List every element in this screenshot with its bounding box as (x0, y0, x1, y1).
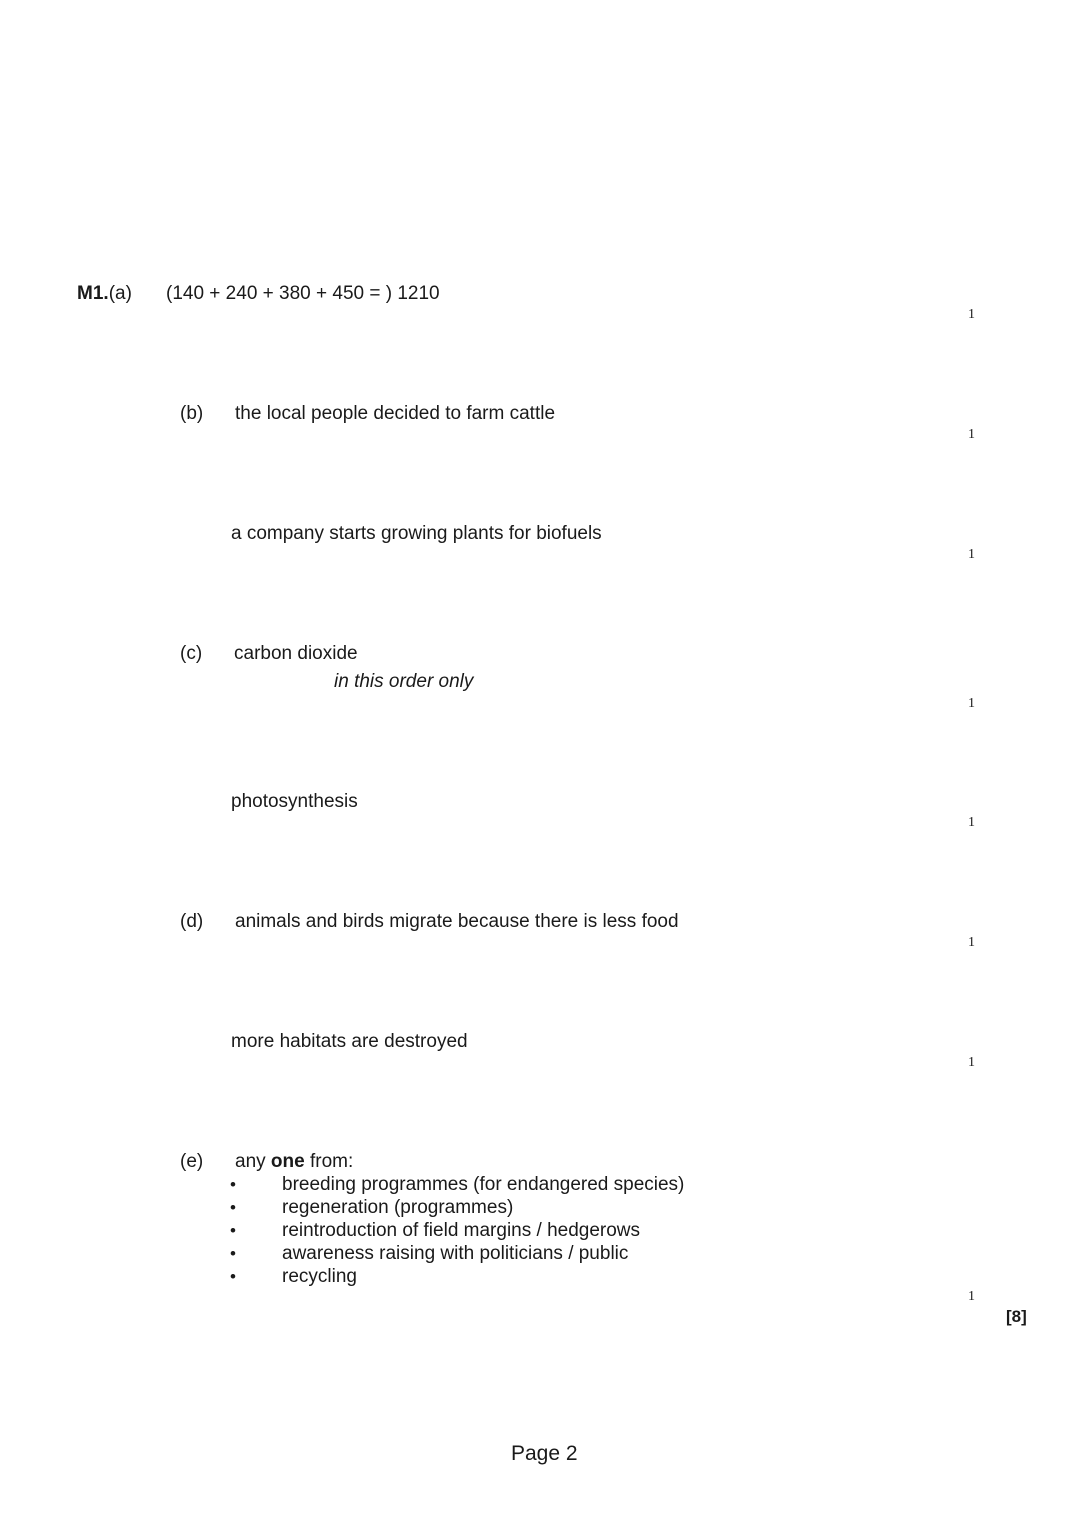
question-a-label (77, 282, 132, 305)
part-e-option-1: breeding programmes (for endangered species) (282, 1174, 685, 1195)
part-c-label: (c) (180, 643, 203, 664)
part-d-mark-2: 1 (968, 1055, 975, 1070)
question-number: M1. (77, 283, 109, 304)
bullet-icon: • (230, 1267, 236, 1286)
part-e-option-2: regeneration (programmes) (282, 1197, 514, 1218)
part-e-options-list (230, 1173, 830, 1288)
bullet-icon: • (230, 1175, 236, 1194)
part-a-mark: 1 (968, 307, 975, 322)
part-d-label: (d) (180, 911, 204, 932)
part-d-answer-1: animals and birds migrate because there is less food (235, 911, 679, 932)
part-c-mark-2: 1 (968, 815, 975, 830)
part-b-mark-2: 1 (968, 547, 975, 562)
part-e-intro (235, 1150, 353, 1173)
bullet-icon: • (230, 1244, 236, 1263)
part-e-intro-suffix: from: (304, 1151, 354, 1172)
part-c-mark-1: 1 (968, 696, 975, 711)
page-number: Page 2 (511, 1442, 578, 1465)
part-c-answer-1: carbon dioxide (234, 643, 358, 664)
part-e-option-5: recycling (282, 1266, 357, 1287)
part-e-mark: 1 (968, 1289, 975, 1304)
bullet-icon: • (230, 1198, 236, 1217)
part-e-option-3: reintroduction of field margins / hedgerows (282, 1220, 641, 1241)
part-e-label: (e) (180, 1151, 204, 1172)
part-e-option-4: awareness raising with politicians / public (282, 1243, 629, 1264)
list-item (230, 1219, 830, 1242)
total-marks: [8] (1006, 1307, 1027, 1326)
part-d-mark-1: 1 (968, 935, 975, 950)
part-c-answer-2: photosynthesis (231, 791, 358, 812)
list-item (230, 1173, 830, 1196)
part-a-answer: (140 + 240 + 380 + 450 = ) 1210 (166, 283, 440, 304)
part-d-answer-2: more habitats are destroyed (231, 1031, 468, 1052)
part-b-mark-1: 1 (968, 427, 975, 442)
part-a-label: (a) (108, 283, 132, 304)
list-item (230, 1196, 830, 1219)
list-item (230, 1242, 830, 1265)
part-b-label: (b) (180, 403, 204, 424)
list-item (230, 1265, 830, 1288)
part-b-answer-1: the local people decided to farm cattle (235, 403, 556, 424)
part-c-guidance-note: in this order only (334, 671, 474, 692)
part-b-answer-2: a company starts growing plants for biofuels (231, 523, 602, 544)
bullet-icon: • (230, 1221, 236, 1240)
part-e-intro-emphasis: one (270, 1151, 305, 1172)
part-e-intro-prefix: any (235, 1151, 271, 1172)
